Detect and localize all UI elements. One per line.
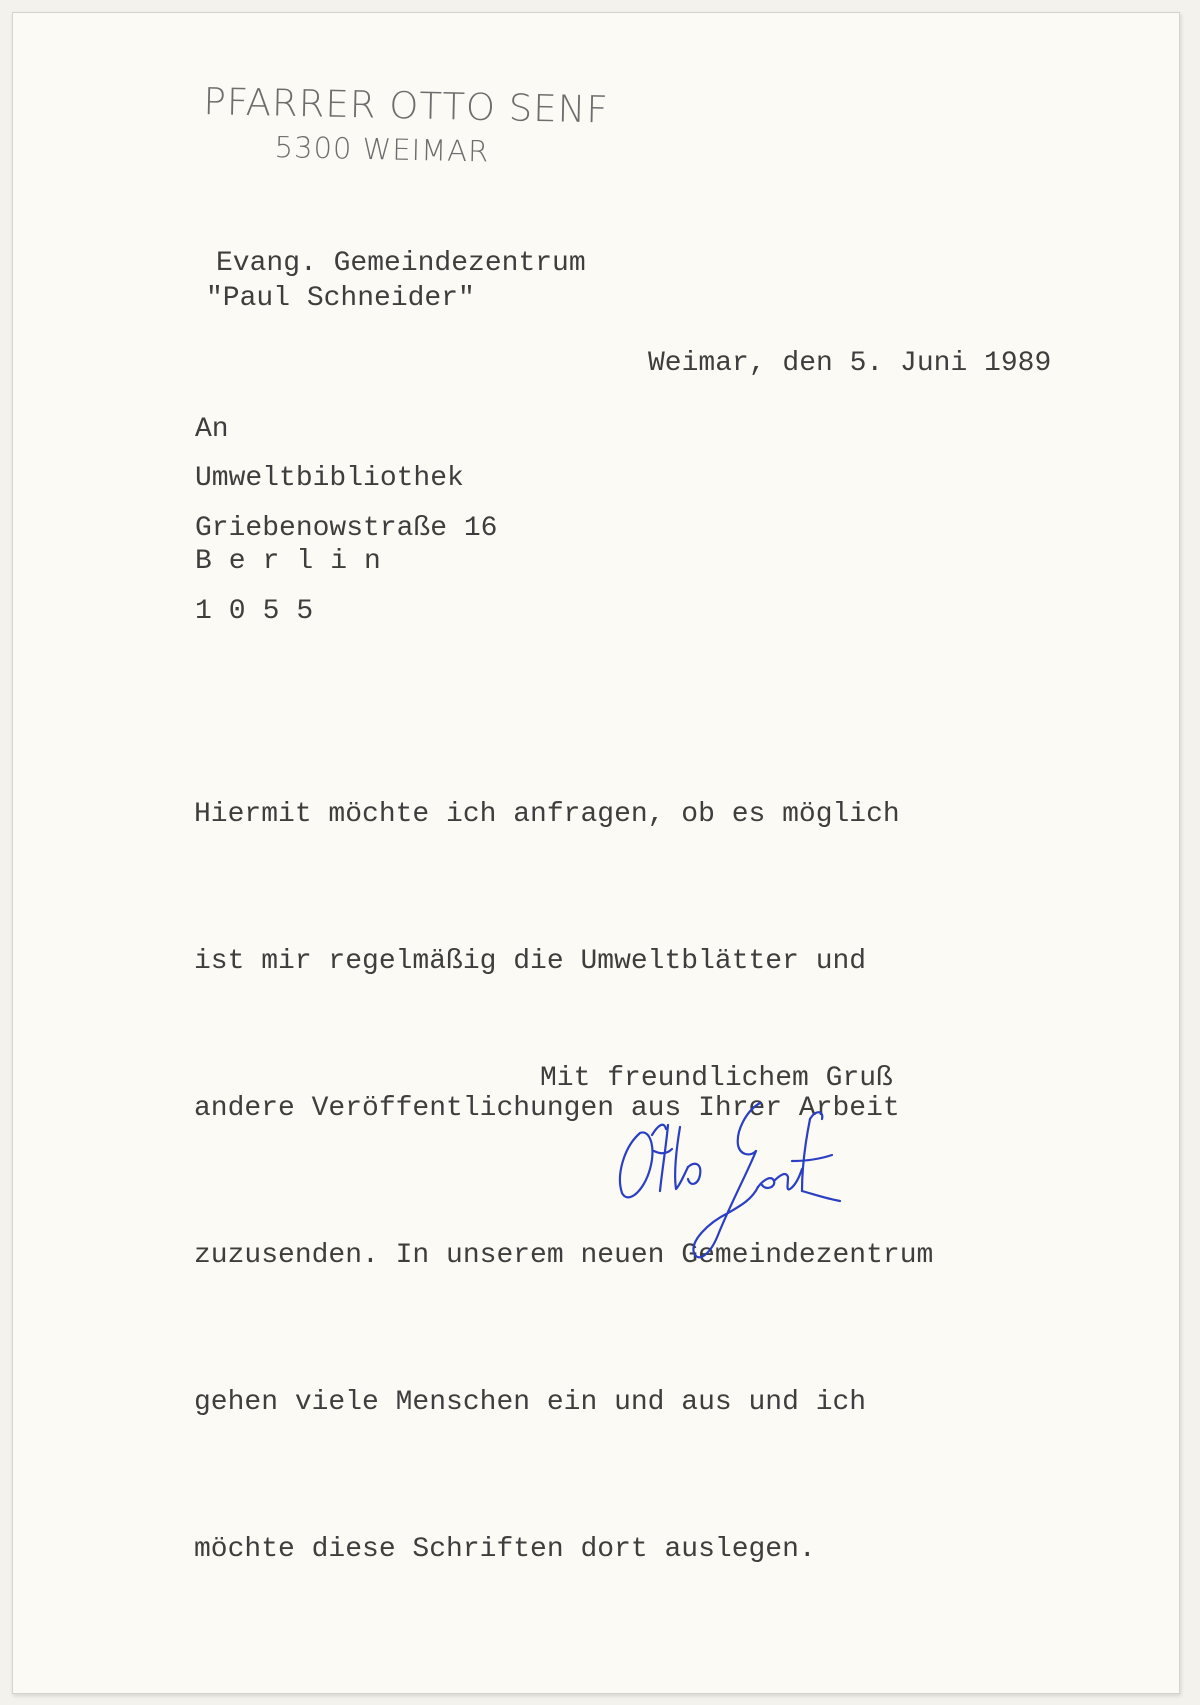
recipient-postcode: 1055 [195,596,331,627]
closing: Mit freundlichem Gruß [540,1063,893,1094]
letterhead-city: 5300 WEIMAR [274,130,490,169]
sender-line-2: "Paul Schneider" [206,283,475,314]
body-line: gehen viele Menschen ein und aus und ich [194,1387,867,1418]
signature [610,1095,870,1275]
body-line: Hiermit möchte ich anfragen, ob es möglich [194,799,900,830]
body-line: andere Veröffentlichungen aus Ihrer Arbeit [194,1093,900,1124]
body-line: ist mir regelmäßig die Umweltblätter und [194,946,867,977]
recipient-prefix: An [195,414,229,445]
body-line: möchte diese Schriften dort auslegen. [194,1534,816,1565]
recipient-name: Umweltbibliothek [195,463,464,494]
body-line: zuzusenden. In unserem neuen Gemeindezentrum [194,1240,934,1271]
recipient-city: Berlin [195,546,398,577]
date-line: Weimar, den 5. Juni 1989 [648,348,1052,379]
sender-line-1: Evang. Gemeindezentrum [216,248,586,279]
recipient-street: Griebenowstraße 16 [195,513,498,544]
letterhead-name: PFARRER OTTO SENF [203,80,610,132]
